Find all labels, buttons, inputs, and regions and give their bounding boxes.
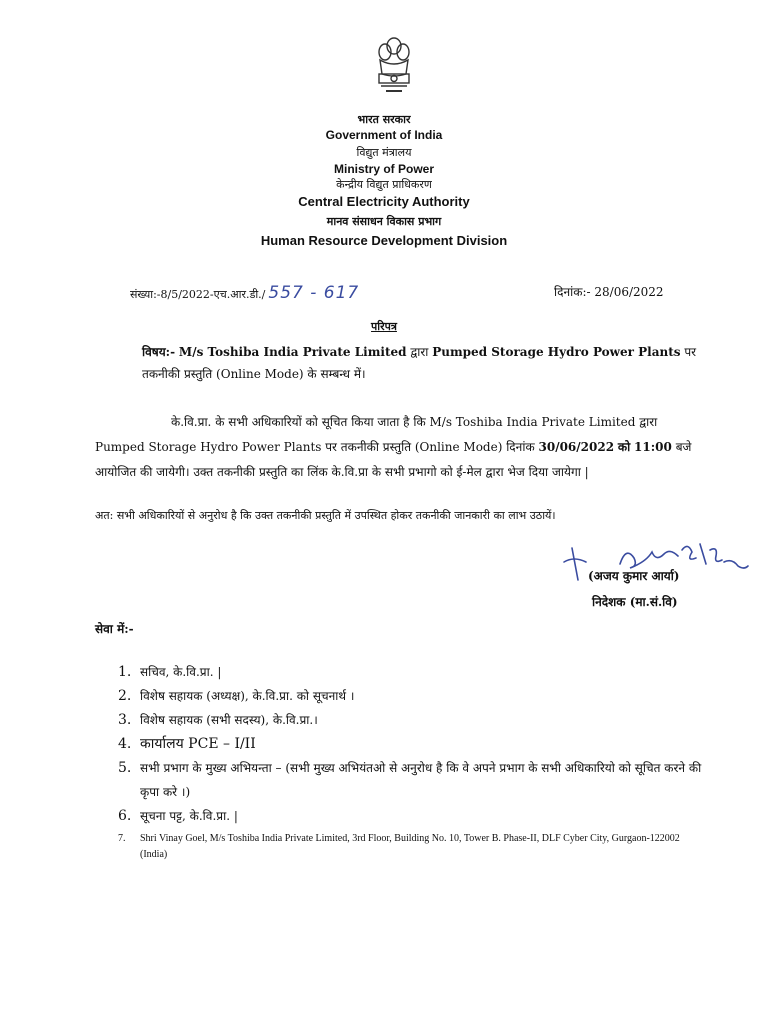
header-hindi-ministry: विद्युत मंत्रालय <box>356 146 412 159</box>
list-item: 3. विशेष सहायक (सभी सदस्य), के.वि.प्रा.। <box>118 712 318 728</box>
presentation-time: 11:00 <box>634 440 672 454</box>
body-text-a: के.वि.प्रा. के सभी अधिकारियों को सूचित किया जाता है कि M/s Toshiba India Private Limited द्वारा Pumped Storage Hydro Power Plants पर तकनीकी प्रस्तुति (Online Mode) दिनांक <box>95 415 658 454</box>
reference-prefix: संख्या:-8/5/2022-एच.आर.डी./ <box>130 288 266 301</box>
header-english-division: Human Resource Development Division <box>260 233 508 248</box>
body-paragraph-1 <box>95 410 705 485</box>
subject-rest: पर तकनीकी प्रस्तुति (Online Mode) के सम्बन्ध में। <box>142 345 697 381</box>
list-item: 4. कार्यालय PCE – I/II <box>118 736 256 752</box>
circular-title: परिपत्र <box>371 320 397 333</box>
document-date: दिनांक:- 28/06/2022 <box>554 285 664 299</box>
body-text-b: बजे आयोजित की जायेगी। उक्त तकनीकी प्रस्तुति का लिंक के.वि.प्रा के सभी प्रभागो को ई-मेल द्वारा भेज दिया जायेगा | <box>95 440 692 479</box>
subject-by: द्वारा <box>410 345 429 359</box>
header-english-govt: Government of India <box>325 128 443 142</box>
handwritten-issue-number: 557 - 617 <box>268 283 360 303</box>
subject-label: विषय:- <box>142 345 176 359</box>
list-item: 7. Shri Vinay Goel, M/s Toshiba India Private Limited, 3rd Floor, Building No. 10, Tower B. Phase-II, DLF Cyber City, Gurgaon-122002 (India) <box>118 833 680 860</box>
signatory-designation: निदेशक (मा.सं.वि) <box>592 595 678 609</box>
header-english-authority: Central Electricity Authority <box>298 194 470 209</box>
state-emblem-icon <box>372 34 416 102</box>
header-hindi-govt: भारत सरकार <box>357 113 411 126</box>
reference-number <box>130 283 359 303</box>
subject-company: M/s Toshiba India Private Limited <box>178 345 407 359</box>
distribution-list <box>118 660 708 863</box>
body-paragraph-2: अत: सभी अधिकारियों से अनुरोध है कि उक्त तकनीकी प्रस्तुति में उपस्थित होकर तकनीकी जानकारी का लाभ उठायें। <box>95 509 556 522</box>
header-english-ministry: Ministry of Power <box>333 162 434 176</box>
presentation-ko: को <box>617 440 631 454</box>
header-hindi-division: मानव संसाधन विकास प्रभाग <box>326 215 442 228</box>
signatory-name: (अजय कुमार आर्या) <box>588 569 680 583</box>
header-hindi-authority: केन्द्रीय विद्युत प्राधिकरण <box>336 178 432 191</box>
presentation-date: 30/06/2022 <box>538 440 615 454</box>
list-item: 5. सभी प्रभाग के मुख्य अभियन्ता – (सभी मुख्य अभियंतओ से अनुरोध है कि वे अपने प्रभाग के सभी अधिकारियो को सूचित करने की कृपा करे ।) <box>118 760 702 799</box>
list-item: 1. सचिव, के.वि.प्रा. | <box>118 664 222 680</box>
list-item: 2. विशेष सहायक (अध्यक्ष), के.वि.प्रा. को सूचनार्थ । <box>118 688 355 704</box>
distribution-heading: सेवा में:- <box>95 622 134 636</box>
subject <box>142 341 702 385</box>
subject-topic: Pumped Storage Hydro Power Plants <box>432 345 681 359</box>
list-item: 6. सूचना पट्ट, के.वि.प्रा. | <box>118 808 238 824</box>
